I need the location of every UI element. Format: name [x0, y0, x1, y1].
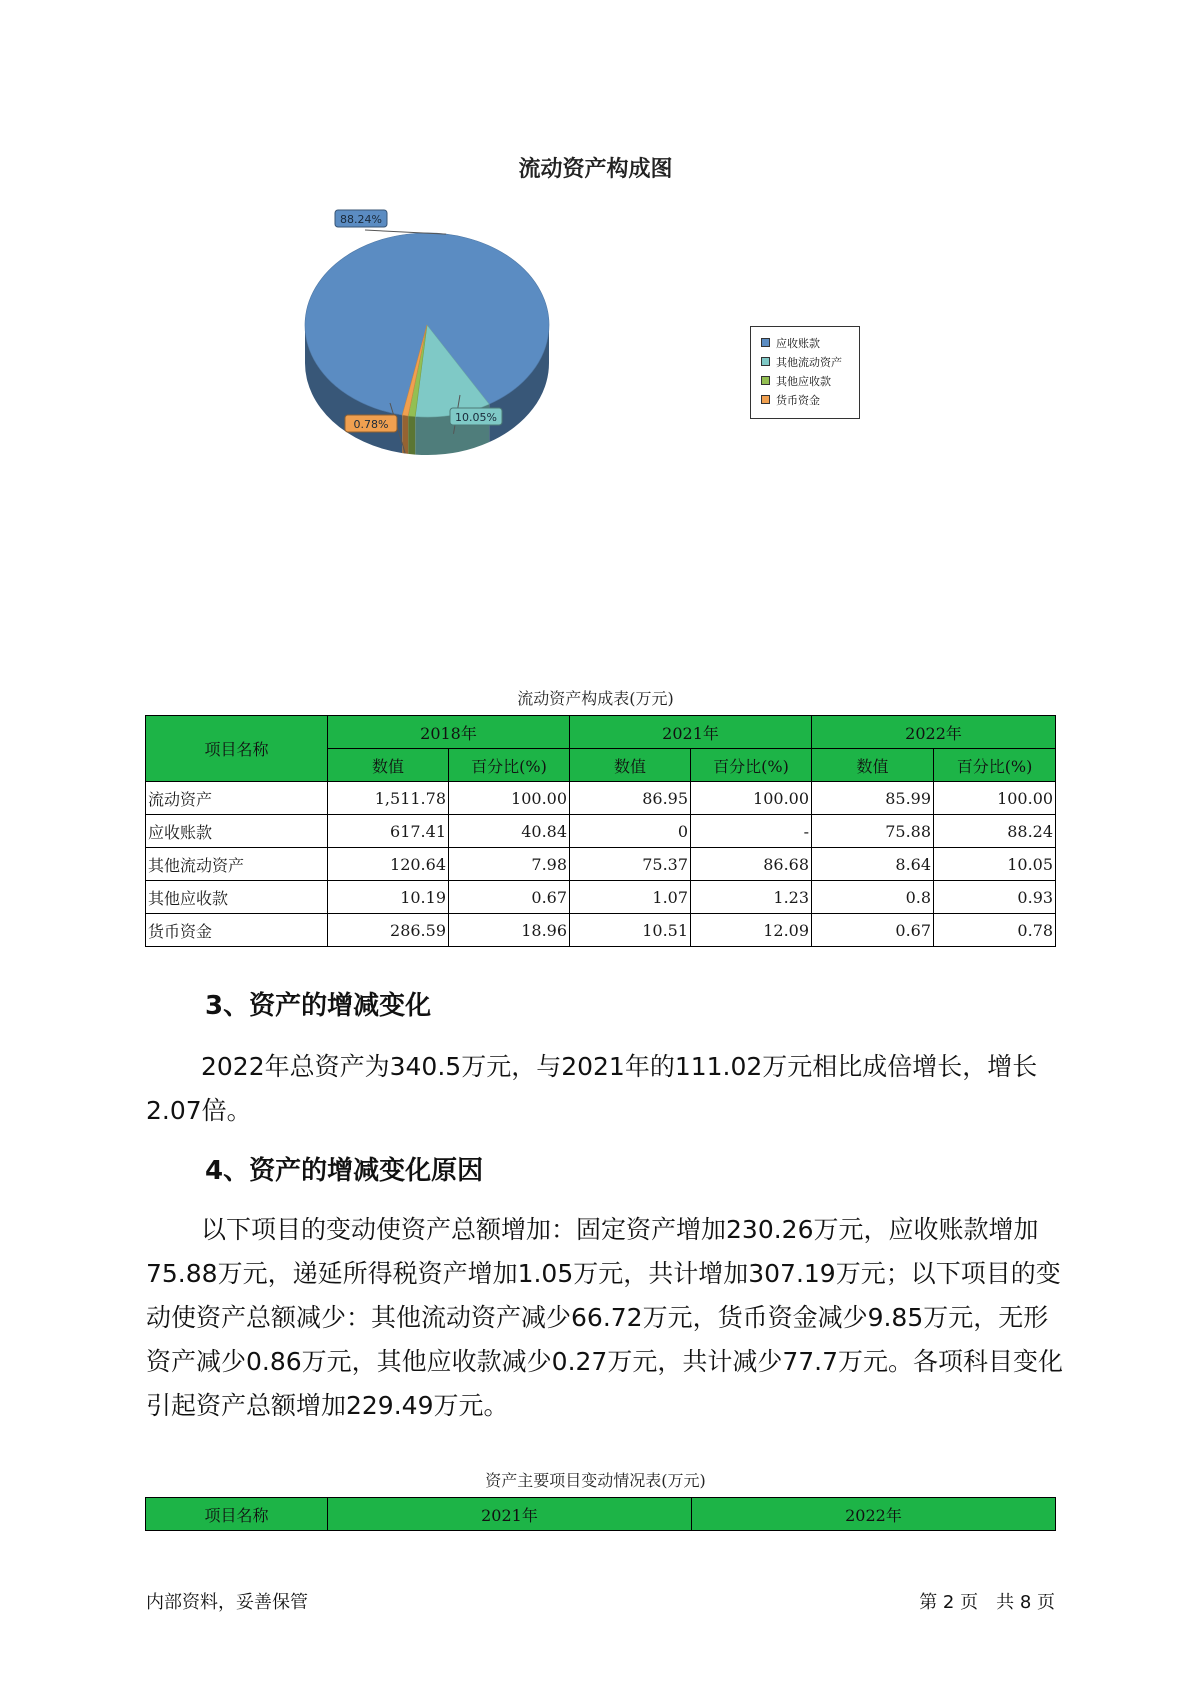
cell: 100.00	[691, 782, 812, 815]
cell: 0.8	[812, 881, 934, 914]
cell: 0	[570, 815, 691, 848]
row-name: 货币资金	[146, 914, 328, 947]
cell: 75.37	[570, 848, 691, 881]
cell: 85.99	[812, 782, 934, 815]
row-name: 应收账款	[146, 815, 328, 848]
data-label	[335, 210, 387, 227]
legend-swatch	[761, 395, 770, 404]
cell: 75.88	[812, 815, 934, 848]
legend-label: 其他流动资产	[776, 355, 842, 369]
legend-item	[751, 352, 859, 371]
legend-label: 应收账款	[776, 336, 820, 350]
table1-caption: 流动资产构成表(万元)	[517, 689, 674, 708]
table2-caption: 资产主要项目变动情况表(万元)	[485, 1471, 706, 1490]
chart-title: 流动资产构成图	[518, 157, 673, 182]
section4-paragraph: 以下项目的变动使资产总额增加：固定资产增加230.26万元，应收账款增加75.88万元，递延所得税资产增加1.05万元，共计增加307.19万元；以下项目的变动使资产总额减少：其他流动资产减少66.72万元，货币资金减少9.85万元，无形资产减少0.86万元，其他应收款减少0.27万元，共计减少77.7万元。各项科目变化引起资产总额增加229.49万元。	[146, 1215, 1063, 1420]
cell: 100.00	[934, 782, 1056, 815]
col-header-year: 2021年	[328, 1498, 692, 1531]
asset-change-table	[145, 1497, 1056, 1531]
cell: 86.95	[570, 782, 691, 815]
col-header-pct: 百分比(%)	[691, 749, 812, 782]
cell: 286.59	[328, 914, 449, 947]
footer-page-number: 第 2 页 共 8 页	[919, 1592, 1055, 1613]
footer-left: 内部资料，妥善保管	[146, 1592, 308, 1613]
cell: 86.68	[691, 848, 812, 881]
current-assets-table	[145, 715, 1056, 947]
data-label-text: 0.78%	[353, 418, 389, 431]
col-header-pct: 百分比(%)	[449, 749, 570, 782]
cell: 0.67	[812, 914, 934, 947]
data-label-text: 88.24%	[340, 213, 382, 226]
row-name: 其他应收款	[146, 881, 328, 914]
cell: 88.24	[934, 815, 1056, 848]
cell: 0.93	[934, 881, 1056, 914]
cell: 1.07	[570, 881, 691, 914]
label-leader	[365, 230, 446, 234]
cell: 40.84	[449, 815, 570, 848]
cell: 0.67	[449, 881, 570, 914]
pie-chart	[290, 205, 590, 475]
cell: 1.23	[691, 881, 812, 914]
cell: 1,511.78	[328, 782, 449, 815]
col-header-year: 2022年	[692, 1498, 1056, 1531]
data-label	[450, 408, 502, 425]
col-header-value: 数值	[812, 749, 934, 782]
chart-legend	[750, 326, 860, 419]
cell: 12.09	[691, 914, 812, 947]
col-header-value: 数值	[570, 749, 691, 782]
col-header-year: 2021年	[570, 716, 812, 749]
section3-paragraph: 2022年总资产为340.5万元，与2021年的111.02万元相比成倍增长，增长2.07倍。	[146, 1052, 1038, 1125]
table-row	[146, 881, 1056, 914]
legend-item	[751, 371, 859, 390]
table-row	[146, 782, 1056, 815]
legend-label: 其他应收款	[776, 374, 831, 388]
section4-heading: 4、资产的增减变化原因	[205, 1156, 484, 1186]
section3-heading: 3、资产的增减变化	[205, 991, 432, 1021]
cell: 8.64	[812, 848, 934, 881]
table-row	[146, 914, 1056, 947]
table-row	[146, 815, 1056, 848]
cell: 10.05	[934, 848, 1056, 881]
cell: -	[691, 815, 812, 848]
row-name: 其他流动资产	[146, 848, 328, 881]
data-label-text: 10.05%	[455, 411, 497, 424]
cell: 100.00	[449, 782, 570, 815]
cell: 0.78	[934, 914, 1056, 947]
legend-swatch	[761, 357, 770, 366]
row-name: 流动资产	[146, 782, 328, 815]
cell: 617.41	[328, 815, 449, 848]
legend-swatch	[761, 376, 770, 385]
col-header-year: 2022年	[812, 716, 1056, 749]
col-header-year: 2018年	[328, 716, 570, 749]
cell: 7.98	[449, 848, 570, 881]
data-label	[345, 415, 397, 432]
legend-item	[751, 390, 859, 409]
cell: 18.96	[449, 914, 570, 947]
legend-item	[751, 333, 859, 352]
legend-swatch	[761, 338, 770, 347]
col-header-value: 数值	[328, 749, 449, 782]
cell: 120.64	[328, 848, 449, 881]
pie-slice-side	[408, 416, 415, 455]
legend-label: 货币资金	[776, 393, 820, 407]
cell: 10.19	[328, 881, 449, 914]
cell: 10.51	[570, 914, 691, 947]
col-header-pct: 百分比(%)	[934, 749, 1056, 782]
table-row	[146, 848, 1056, 881]
col-header-name: 项目名称	[146, 716, 328, 782]
col-header-name: 项目名称	[146, 1498, 328, 1531]
